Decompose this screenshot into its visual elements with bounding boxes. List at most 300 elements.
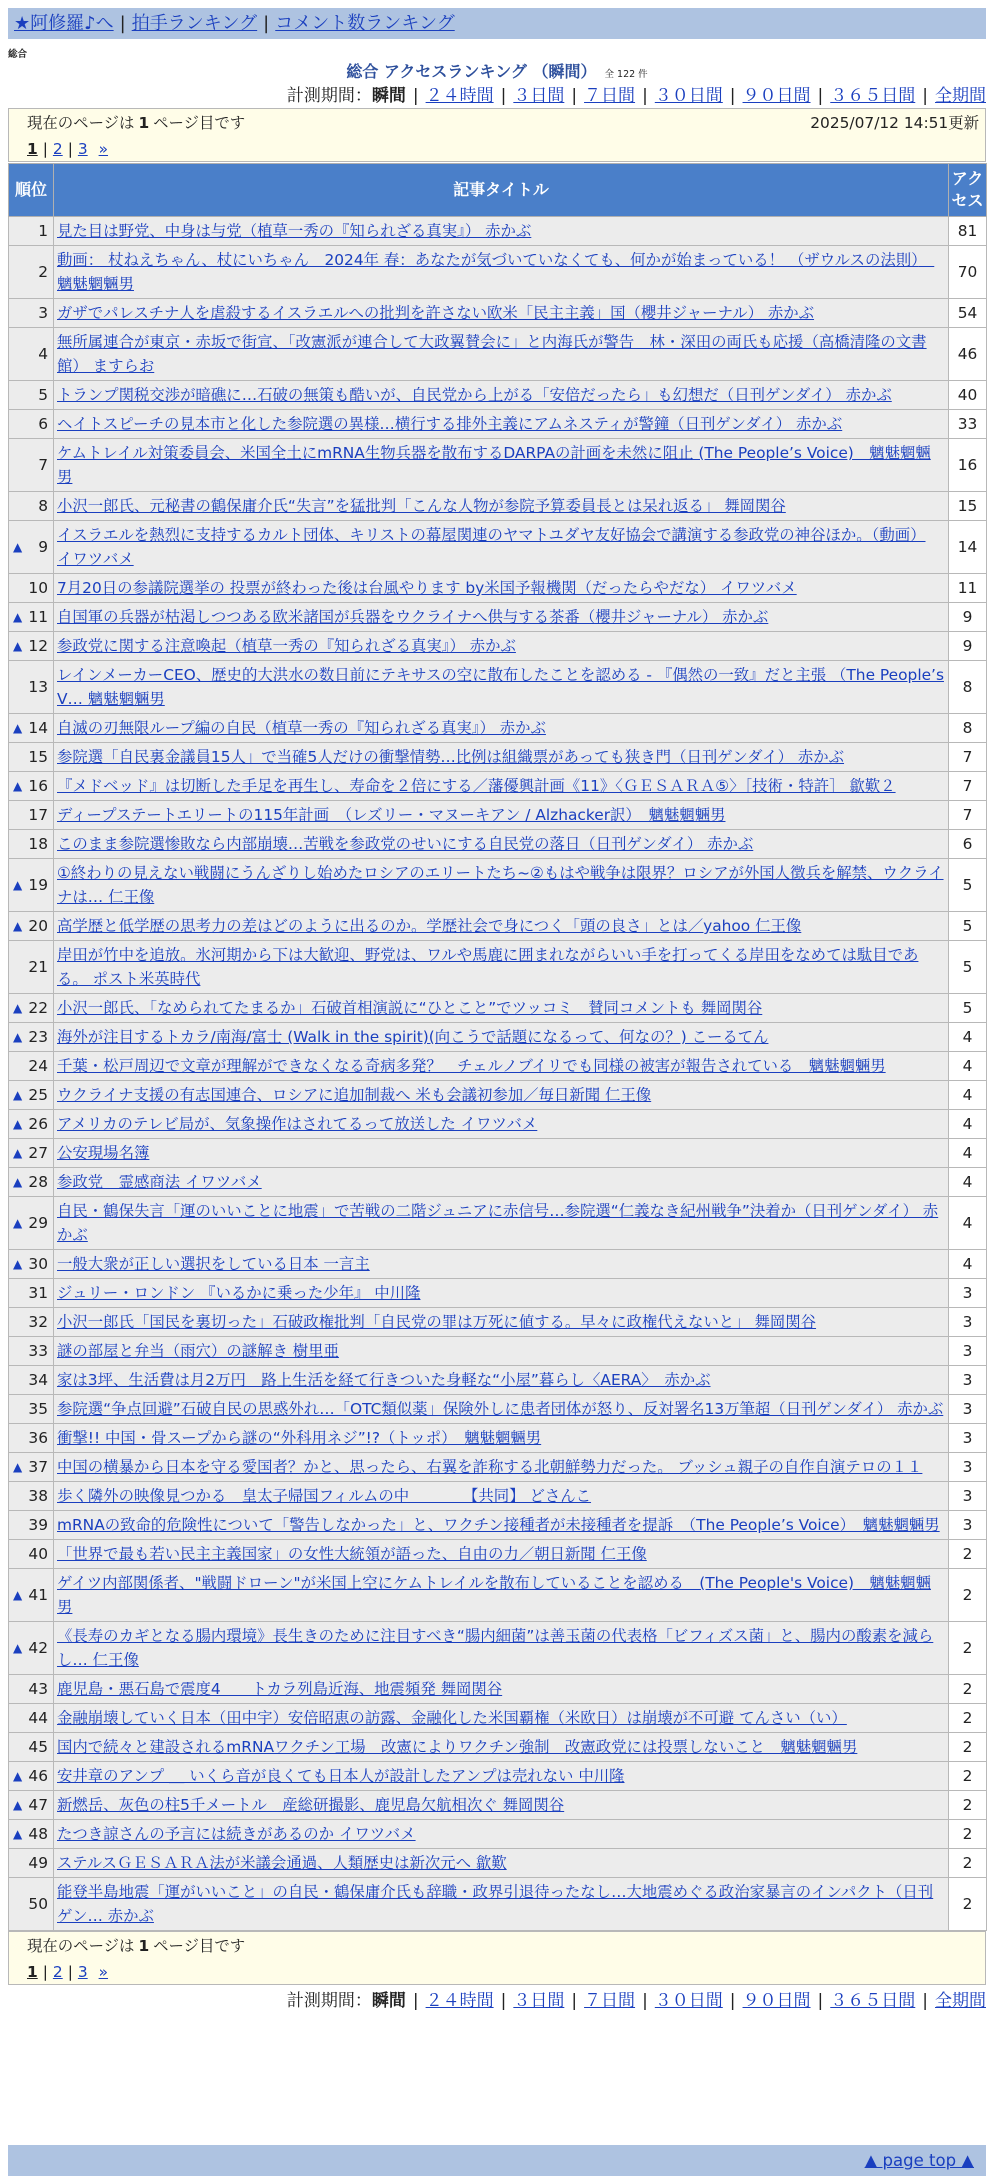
separator: | xyxy=(42,1963,48,1981)
access-count: 8 xyxy=(949,714,987,743)
table-row xyxy=(9,492,987,521)
access-count: 5 xyxy=(949,859,987,912)
access-count: 8 xyxy=(949,661,987,714)
page-link[interactable]: 2 xyxy=(52,1963,63,1981)
period-selector-top xyxy=(287,84,986,108)
page-link[interactable]: 3 xyxy=(77,140,88,158)
table-row xyxy=(9,246,987,299)
title-cell xyxy=(54,1279,949,1308)
rank-cell xyxy=(9,714,54,743)
article-title-link[interactable]: 動画： 杖ねえちゃん、杖にいちゃん 2024年 春：あなたが気づいていなくても、何かが始まっている！ （ザウルスの法則） 魑魅魍魎男 xyxy=(57,251,935,293)
rank-cell xyxy=(9,1366,54,1395)
access-count: 54 xyxy=(949,299,987,328)
rank-cell xyxy=(9,1569,54,1622)
title-cell xyxy=(54,661,949,714)
separator: | xyxy=(729,86,736,106)
page-title-text: 総合 アクセスランキング （瞬間） xyxy=(346,62,597,81)
article-title-link[interactable]: ①終わりの見えない戦闘にうんざりし始めたロシアのエリートたち~②もはや戦争は限界？ロシアが外国人徴兵を解禁、ウクライナは… 仁王像 xyxy=(57,864,944,906)
access-count: 5 xyxy=(949,941,987,994)
table-row xyxy=(9,1308,987,1337)
access-count: 3 xyxy=(949,1511,987,1540)
article-title-link[interactable]: 参政党 霊感商法 イワツバメ xyxy=(57,1173,262,1191)
access-count: 9 xyxy=(949,632,987,661)
current-page: 1 xyxy=(27,1963,38,1981)
article-title-link[interactable]: ヘイトスピーチの見本市と化した参院選の異様…横行する排外主義にアムネスティが警鐘（日刊ゲンダイ） 赤かぶ xyxy=(57,415,843,433)
rank-cell xyxy=(9,1762,54,1791)
table-row xyxy=(9,1110,987,1139)
title-cell xyxy=(54,299,949,328)
rank-cell xyxy=(9,1849,54,1878)
rank-number: 19 xyxy=(28,876,48,894)
rank-cell xyxy=(9,994,54,1023)
access-count: 2 xyxy=(949,1762,987,1791)
rank-cell xyxy=(9,1308,54,1337)
period-bottom-link[interactable]: ７日間 xyxy=(584,1991,636,2011)
rank-cell xyxy=(9,603,54,632)
rank-number: 45 xyxy=(28,1738,48,1756)
table-row xyxy=(9,661,987,714)
rank-number: 39 xyxy=(28,1516,48,1534)
separator: | xyxy=(500,1991,507,2011)
rank-number: 8 xyxy=(38,497,48,515)
article-title-link[interactable]: 小沢一郎氏、「なめられてたまるか」石破首相演説に“ひとこと”でツッコミ 賛同コメントも 舞岡関谷 xyxy=(57,999,763,1017)
table-row xyxy=(9,1337,987,1366)
rank-number: 29 xyxy=(28,1214,48,1232)
title-cell xyxy=(54,1337,949,1366)
access-count: 4 xyxy=(949,1052,987,1081)
access-count: 7 xyxy=(949,801,987,830)
table-row xyxy=(9,521,987,574)
title-cell xyxy=(54,1540,949,1569)
table-row xyxy=(9,1366,987,1395)
article-title-link[interactable]: 『メドベッド』は切断した手足を再生し、寿命を２倍にする／藩優興計画《11》〈ＧＥＳＡＲＡ⑤〉［技術・特許］ 歙歎２ xyxy=(57,777,896,795)
separator: | xyxy=(571,86,578,106)
title-cell xyxy=(54,1453,949,1482)
period-bottom-link[interactable]: 全期間 xyxy=(935,1991,986,2011)
table-row xyxy=(9,1139,987,1168)
article-title-link[interactable]: ゲイツ内部関係者、"戦闘ドローン"が米国上空にケムトレイルを散布していることを認める (The People's Voice) 魑魅魍魎男 xyxy=(57,1574,931,1616)
article-title-link[interactable]: 小沢一郎氏「国民を裏切った」石破政権批判「自民党の罪は万死に値する。早々に政権代えないと」 舞岡関谷 xyxy=(57,1313,817,1331)
rank-number: 38 xyxy=(28,1487,48,1505)
rank-cell xyxy=(9,772,54,801)
next-page-link[interactable]: » xyxy=(98,1963,109,1981)
period-link[interactable]: ３６５日間 xyxy=(830,86,916,106)
title-cell xyxy=(54,994,949,1023)
access-count: 15 xyxy=(949,492,987,521)
rank-number: 46 xyxy=(28,1767,48,1785)
rank-up-arrow-icon: ▲ xyxy=(13,1460,23,1474)
title-cell xyxy=(54,1511,949,1540)
rank-number: 3 xyxy=(38,304,48,322)
bottom-bar xyxy=(8,2145,986,2176)
title-cell xyxy=(54,1366,949,1395)
access-count: 4 xyxy=(949,1081,987,1110)
rank-cell xyxy=(9,1395,54,1424)
article-title-link[interactable]: 岸田が竹中を追放。氷河期から下は大歓迎、野党は、ワルや馬鹿に囲まれながらいい手を打ってくる岸田をなめては駄目である。 ポスト米英時代 xyxy=(57,946,919,988)
period-link[interactable]: ２４時間 xyxy=(425,86,494,106)
table-row xyxy=(9,439,987,492)
rank-number: 6 xyxy=(38,415,48,433)
period-bottom-link[interactable]: ３０日間 xyxy=(654,1991,723,2011)
title-cell xyxy=(54,772,949,801)
article-title-link[interactable]: ケムトレイル対策委員会、米国全土にmRNA生物兵器を散布するDARPAの計画を未然に阻止 (The People’s Voice) 魑魅魍魎男 xyxy=(57,444,931,486)
title-cell xyxy=(54,1250,949,1279)
access-count: 6 xyxy=(949,830,987,859)
rank-cell xyxy=(9,801,54,830)
access-count: 4 xyxy=(949,1250,987,1279)
article-title-link[interactable]: 新燃岳、灰色の柱5千メートル 産総研撮影、鹿児島欠航相次ぐ 舞岡関谷 xyxy=(57,1796,565,1814)
table-row xyxy=(9,1849,987,1878)
rank-cell xyxy=(9,1110,54,1139)
rank-up-arrow-icon: ▲ xyxy=(13,1088,23,1102)
table-row xyxy=(9,1453,987,1482)
separator: | xyxy=(642,1991,648,2011)
access-count: 11 xyxy=(949,574,987,603)
title-cell xyxy=(54,439,949,492)
rank-cell xyxy=(9,941,54,994)
article-title-link[interactable]: 金融崩壊していく日本（田中宇）安倍昭恵の訪露、金融化した米国覇権（米欧日）は崩壊が不可避 てんさい（い） xyxy=(57,1709,847,1727)
access-count: 2 xyxy=(949,1733,987,1762)
article-title-link[interactable]: 自民・鶴保失言「運のいいことに地震」で苦戦の二階ジュニアに赤信号…参院選“仁義なき紀州戦争”決着か（日刊ゲンダイ） 赤かぶ xyxy=(57,1202,939,1244)
title-cell xyxy=(54,1139,949,1168)
rank-number: 44 xyxy=(28,1709,48,1727)
current-page: 1 xyxy=(27,140,38,158)
period-bottom-current: 瞬間 xyxy=(371,1991,406,2011)
rank-cell xyxy=(9,1168,54,1197)
period-link[interactable]: 全期間 xyxy=(935,86,986,106)
rank-up-arrow-icon: ▲ xyxy=(13,1769,23,1783)
article-title-link[interactable]: 参院選“争点回避”石破自民の思惑外れ…「OTC類似薬」保険外しに患者団体が怒り、反対署名13万筆超（日刊ゲンダイ） 赤かぶ xyxy=(57,1400,944,1418)
rank-cell xyxy=(9,912,54,941)
status-suffix: ページ目です xyxy=(153,1937,246,1955)
article-title-link[interactable]: ガザでパレスチナ人を虐殺するイスラエルへの批判を許さない欧米「民主主義」国（櫻井ジャーナル） 赤かぶ xyxy=(57,304,815,322)
title-cell xyxy=(54,1308,949,1337)
title-cell xyxy=(54,1081,949,1110)
rank-number: 2 xyxy=(38,263,48,281)
separator: | xyxy=(67,1963,73,1981)
access-count: 5 xyxy=(949,912,987,941)
table-row xyxy=(9,1250,987,1279)
article-title-link[interactable]: 参院選「自民裏金議員15人」で当確5人だけの衝撃情勢…比例は組織票があっても狭き門（日刊ゲンダイ） 赤かぶ xyxy=(57,748,845,766)
article-title-link[interactable]: 見た目は野党、中身は与党（植草一秀の『知られざる真実』） 赤かぶ xyxy=(57,222,532,240)
title-cell xyxy=(54,941,949,994)
rank-number: 43 xyxy=(28,1680,48,1698)
status-page-number: 1 xyxy=(138,114,150,132)
title-cell xyxy=(54,246,949,299)
title-cell xyxy=(54,1704,949,1733)
table-row xyxy=(9,1279,987,1308)
article-title-link[interactable]: 謎の部屋と弁当（雨穴）の謎解き 樹里亜 xyxy=(57,1342,339,1360)
page-link[interactable]: 2 xyxy=(52,140,63,158)
rank-number: 26 xyxy=(28,1115,48,1133)
table-row xyxy=(9,912,987,941)
rank-number: 7 xyxy=(38,456,48,474)
access-count: 2 xyxy=(949,1820,987,1849)
page-top-link[interactable]: ▲ page top ▲ xyxy=(864,2151,974,2170)
rank-number: 11 xyxy=(28,608,48,626)
article-title-link[interactable]: このまま参院選惨敗なら内部崩壊…苦戦を参政党のせいにする自民党の落日（日刊ゲンダイ） 赤かぶ xyxy=(57,835,754,853)
title-cell xyxy=(54,574,949,603)
table-row xyxy=(9,1762,987,1791)
rank-cell xyxy=(9,1820,54,1849)
title-cell xyxy=(54,1675,949,1704)
period-link[interactable]: ３日間 xyxy=(513,86,565,106)
table-row xyxy=(9,1704,987,1733)
home-link[interactable]: ★阿修羅♪へ xyxy=(14,13,114,34)
rank-number: 35 xyxy=(28,1400,48,1418)
column-header-count: アクセス xyxy=(949,164,987,217)
rank-cell xyxy=(9,1482,54,1511)
column-header-title: 記事タイトル xyxy=(54,164,949,217)
separator: | xyxy=(571,1991,578,2011)
article-title-link[interactable]: レインメーカーCEO、歴史的大洪水の数日前にテキサスの空に散布したことを認める - 『偶然の一致』だと主張 （The People’s V… 魑魅魍魎男 xyxy=(57,666,944,708)
separator: | xyxy=(729,1991,736,2011)
table-row xyxy=(9,1569,987,1622)
table-row xyxy=(9,1622,987,1675)
period-bottom-link[interactable]: ２４時間 xyxy=(425,1991,494,2011)
rank-number: 10 xyxy=(28,579,48,597)
separator: | xyxy=(42,140,48,158)
rank-number: 31 xyxy=(28,1284,48,1302)
rank-cell xyxy=(9,1791,54,1820)
title-cell xyxy=(54,830,949,859)
rank-cell xyxy=(9,859,54,912)
article-title-link[interactable]: 安井章のアンプ ＿ いくら音が良くても日本人が設計したアンプは売れない 中川隆 xyxy=(57,1767,625,1785)
rank-cell xyxy=(9,1733,54,1762)
rank-cell xyxy=(9,381,54,410)
rank-number: 49 xyxy=(28,1854,48,1872)
period-bottom-link[interactable]: ９０日間 xyxy=(742,1991,811,2011)
article-title-link[interactable]: 小沢一郎氏、元秘書の鶴保庸介氏“失言”を猛批判「こんな人物が参院予算委員長とは呆れ返る」 舞岡関谷 xyxy=(57,497,786,515)
period-bottom-link[interactable]: ３日間 xyxy=(513,1991,565,2011)
rank-cell xyxy=(9,1250,54,1279)
article-title-link[interactable]: 一般大衆が正しい選択をしている日本 一言主 xyxy=(57,1255,370,1273)
table-row xyxy=(9,859,987,912)
rank-up-arrow-icon: ▲ xyxy=(13,721,23,735)
access-count: 3 xyxy=(949,1424,987,1453)
table-row xyxy=(9,603,987,632)
article-title-link[interactable]: 鹿児島・悪石島で震度4 トカラ列島近海、地震頻発 舞岡関谷 xyxy=(57,1680,503,1698)
rank-cell xyxy=(9,439,54,492)
access-count: 4 xyxy=(949,1110,987,1139)
rank-number: 12 xyxy=(28,637,48,655)
article-title-link[interactable]: 自滅の刃無限ループ編の自民（植草一秀の『知られざる真実』） 赤かぶ xyxy=(57,719,546,737)
rank-up-arrow-icon: ▲ xyxy=(13,919,23,933)
rank-number: 13 xyxy=(28,678,48,696)
period-link[interactable]: ７日間 xyxy=(584,86,636,106)
article-title-link[interactable]: ウクライナ支援の有志国連合、ロシアに追加制裁へ 米も会議初参加／毎日新聞 仁王像 xyxy=(57,1086,652,1104)
article-title-link[interactable]: mRNAの致命的危険性について「警告しなかった」と、ワクチン接種者が未接種者を提訴 （The People’s Voice） 魑魅魍魎男 xyxy=(57,1516,940,1534)
pager-top xyxy=(8,108,986,162)
article-title-link[interactable]: 中国の横暴から日本を守る愛国者？かと、思ったら、右翼を詐称する北朝鮮勢力だった。 ブッシュ親子の自作自演テロの１１ xyxy=(57,1458,923,1476)
article-title-link[interactable]: たつき諒さんの予言には続きがあるのか イワツバメ xyxy=(57,1825,416,1843)
page-link[interactable]: 3 xyxy=(77,1963,88,1981)
article-title-link[interactable]: 能登半島地震「運がいいこと」の自民・鶴保庸介氏も辞職・政界引退待ったなし…大地震めぐる政治家暴言のインパクト（日刊ゲン… 赤かぶ xyxy=(57,1883,934,1925)
article-title-link[interactable]: アメリカのテレビ局が、気象操作はされてるって放送した イワツバメ xyxy=(57,1115,538,1133)
article-title-link[interactable]: 歩く隣外の映像見つかる 皇太子帰国フィルムの中 【共同】 どさんこ xyxy=(57,1487,592,1505)
table-row xyxy=(9,328,987,381)
table-row xyxy=(9,830,987,859)
rank-number: 1 xyxy=(38,222,48,240)
table-row xyxy=(9,743,987,772)
table-row xyxy=(9,1023,987,1052)
applause-ranking-link[interactable]: 拍手ランキング xyxy=(131,13,258,34)
article-title-link[interactable]: ジュリー・ロンドン 『いるかに乗った少年』 中川隆 xyxy=(57,1284,421,1302)
article-title-link[interactable]: 国内で続々と建設されるmRNAワクチン工場 改憲によりワクチン強制 改憲政党には投票しないこと 魑魅魍魎男 xyxy=(57,1738,858,1756)
separator: | xyxy=(412,86,419,106)
updated-timestamp: 2025/07/12 14:51更新 xyxy=(810,114,979,132)
rank-cell xyxy=(9,1622,54,1675)
access-count: 4 xyxy=(949,1197,987,1250)
table-row xyxy=(9,1395,987,1424)
table-row xyxy=(9,1168,987,1197)
table-row xyxy=(9,410,987,439)
rank-number: 50 xyxy=(28,1895,48,1913)
article-title-link[interactable]: 公安現場名簿 xyxy=(57,1144,150,1162)
rank-cell xyxy=(9,1052,54,1081)
article-title-link[interactable]: 千葉・松戸周辺で文章が理解ができなくなる奇病多発？ チェルノブイリでも同様の被害が報告されている 魑魅魍魎男 xyxy=(57,1057,886,1075)
title-cell xyxy=(54,1197,949,1250)
rank-number: 36 xyxy=(28,1429,48,1447)
rank-number: 37 xyxy=(28,1458,48,1476)
table-row xyxy=(9,1820,987,1849)
rank-number: 24 xyxy=(28,1057,48,1075)
table-row xyxy=(9,1081,987,1110)
separator: | xyxy=(119,13,126,34)
access-count: 3 xyxy=(949,1482,987,1511)
access-count: 3 xyxy=(949,1453,987,1482)
next-page-link[interactable]: » xyxy=(98,140,109,158)
access-count: 2 xyxy=(949,1540,987,1569)
title-cell xyxy=(54,1849,949,1878)
article-title-link[interactable]: 高学歴と低学歴の思考力の差はどのように出るのか。学歴社会で身につく「頭の良さ」とは／yahoo 仁王像 xyxy=(57,917,802,935)
title-cell xyxy=(54,521,949,574)
rank-number: 20 xyxy=(28,917,48,935)
table-row xyxy=(9,574,987,603)
comment-ranking-link[interactable]: コメント数ランキング xyxy=(275,13,455,34)
access-count: 2 xyxy=(949,1569,987,1622)
title-cell xyxy=(54,1569,949,1622)
access-count: 2 xyxy=(949,1791,987,1820)
table-row xyxy=(9,941,987,994)
rank-up-arrow-icon: ▲ xyxy=(13,1641,23,1655)
article-title-link[interactable]: トランプ関税交渉が暗礁に…石破の無策も酷いが、自民党から上がる「安倍だったら」も幻想だ（日刊ゲンダイ） 赤かぶ xyxy=(57,386,892,404)
title-cell xyxy=(54,912,949,941)
access-count: 4 xyxy=(949,1168,987,1197)
rank-up-arrow-icon: ▲ xyxy=(13,540,23,554)
access-count: 2 xyxy=(949,1878,987,1931)
article-title-link[interactable]: 《長寿のカギとなる腸内環境》長生きのために注目すべき“腸内細菌”は善玉菌の代表格「ビフィズス菌」と、腸内の酸素を減らし… 仁王像 xyxy=(57,1627,934,1669)
article-title-link[interactable]: イスラエルを熱烈に支持するカルト団体、キリストの幕屋関連のヤマトユダヤ友好協会で講演する参政党の神谷ほか。（動画） イワツバメ xyxy=(57,526,926,568)
title-cell xyxy=(54,1424,949,1453)
title-cell xyxy=(54,1762,949,1791)
rank-cell xyxy=(9,1424,54,1453)
separator: | xyxy=(642,86,648,106)
period-link[interactable]: ９０日間 xyxy=(742,86,811,106)
article-title-link[interactable]: 「世界で最も若い民主主義国家」の女性大統領が語った、自由の力／朝日新聞 仁王像 xyxy=(57,1545,647,1563)
article-title-link[interactable]: 参政党に関する注意喚起（植草一秀の『知られざる真実』） 赤かぶ xyxy=(57,637,516,655)
table-row xyxy=(9,1197,987,1250)
table-row xyxy=(9,1482,987,1511)
rank-cell xyxy=(9,246,54,299)
access-count: 33 xyxy=(949,410,987,439)
access-count: 14 xyxy=(949,521,987,574)
access-count: 40 xyxy=(949,381,987,410)
top-nav-bar xyxy=(8,8,986,39)
title-cell xyxy=(54,603,949,632)
title-cell xyxy=(54,801,949,830)
access-count: 2 xyxy=(949,1704,987,1733)
rank-cell xyxy=(9,743,54,772)
period-bottom-link[interactable]: ３６５日間 xyxy=(830,1991,916,2011)
separator: | xyxy=(263,13,270,34)
rank-number: 17 xyxy=(28,806,48,824)
rank-cell xyxy=(9,521,54,574)
title-cell xyxy=(54,1052,949,1081)
table-row xyxy=(9,1540,987,1569)
article-title-link[interactable]: 海外が注目するトカラ/南海/富士 (Walk in the spirit)(向こうで話題になるって、何なの？) こーるてん xyxy=(57,1028,769,1046)
access-count: 2 xyxy=(949,1675,987,1704)
rank-number: 41 xyxy=(28,1586,48,1604)
separator: | xyxy=(922,86,928,106)
period-link[interactable]: ３０日間 xyxy=(654,86,723,106)
period-selector-bottom xyxy=(287,1989,986,2013)
article-title-link[interactable]: 家は3坪、生活費は月2万円 路上生活を経て行きついた身軽な“小屋”暮らし〈AERA〉 赤かぶ xyxy=(57,1371,711,1389)
article-title-link[interactable]: 無所属連合が東京・赤坂で街宣、「改憲派が連合して大政翼賛会に」と内海氏が警告 林・深田の両氏も応援（高橋清隆の文書館） ますらお xyxy=(57,333,927,375)
rank-number: 25 xyxy=(28,1086,48,1104)
table-row xyxy=(9,1733,987,1762)
rank-cell xyxy=(9,1081,54,1110)
rank-cell xyxy=(9,1337,54,1366)
rank-up-arrow-icon: ▲ xyxy=(13,639,23,653)
rank-number: 48 xyxy=(28,1825,48,1843)
rank-up-arrow-icon: ▲ xyxy=(13,1257,23,1271)
table-header-row xyxy=(9,164,987,217)
rank-cell xyxy=(9,1540,54,1569)
table-row xyxy=(9,772,987,801)
pager-bottom xyxy=(8,1931,986,1985)
rank-number: 14 xyxy=(28,719,48,737)
rank-number: 42 xyxy=(28,1639,48,1657)
title-cell xyxy=(54,1023,949,1052)
title-cell xyxy=(54,1395,949,1424)
rank-up-arrow-icon: ▲ xyxy=(13,1588,23,1602)
article-title-link[interactable]: ステルスＧＥＳＡＲＡ法が米議会通過、人類歴史は新次元へ 歙歎 xyxy=(57,1854,507,1872)
total-count: 全 122 件 xyxy=(604,69,648,80)
table-row xyxy=(9,1791,987,1820)
access-count: 2 xyxy=(949,1849,987,1878)
rank-cell xyxy=(9,1704,54,1733)
article-title-link[interactable]: 自国軍の兵器が枯渇しつつある欧米諸国が兵器をウクライナへ供与する茶番（櫻井ジャーナル） 赤かぶ xyxy=(57,608,769,626)
table-row xyxy=(9,1878,987,1931)
rank-number: 18 xyxy=(28,835,48,853)
article-title-link[interactable]: 衝撃!! 中国・骨スープから謎の“外科用ネジ”!?（トッポ） 魑魅魍魎男 xyxy=(57,1429,542,1447)
title-cell xyxy=(54,1622,949,1675)
table-row xyxy=(9,1675,987,1704)
article-title-link[interactable]: ディープステートエリートの115年計画 （レズリー・マヌーキアン / Alzhacker訳） 魑魅魍魎男 xyxy=(57,806,726,824)
table-row xyxy=(9,381,987,410)
title-cell xyxy=(54,1733,949,1762)
article-title-link[interactable]: 7月20日の参議院選挙の 投票が終わった後は台風やります by米国予報機関（だったらやだな） イワツバメ xyxy=(57,579,797,597)
rank-cell xyxy=(9,410,54,439)
separator: | xyxy=(817,1991,824,2011)
table-row xyxy=(9,632,987,661)
title-cell xyxy=(54,1482,949,1511)
rank-number: 28 xyxy=(28,1173,48,1191)
table-row xyxy=(9,801,987,830)
rank-number: 9 xyxy=(38,538,48,556)
rank-cell xyxy=(9,574,54,603)
